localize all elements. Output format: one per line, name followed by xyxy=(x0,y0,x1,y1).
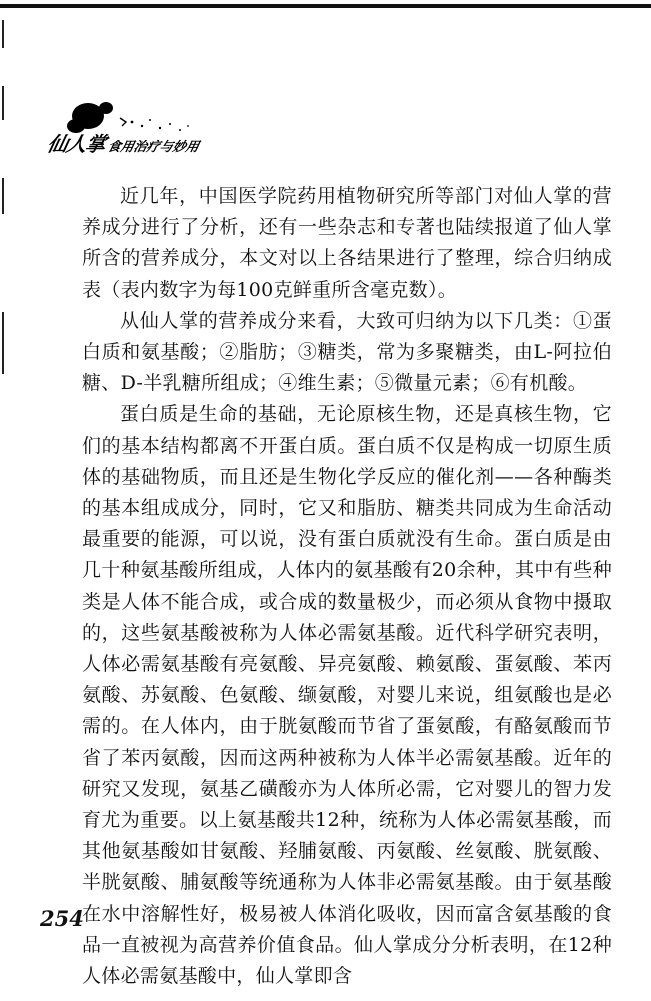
logo-subtitle: 食用治疗与妙用 xyxy=(105,140,201,155)
body-text xyxy=(82,181,612,992)
scan-edge-mark xyxy=(2,86,4,120)
paragraph: 蛋白质是生命的基础，无论原核生物，还是真核生物，它们的基本结构都离不开蛋白质。蛋白质不仅是构成一切原生质体的基础物质，而且还是生物化学反应的催化剂——各种酶类的基本组成成分，同时，它又和脂肪、糖类共同成为生命活动最重要的能源，可以说，没有蛋白质就没有生命。蛋白质是由几十种氨基酸所组成，人体内的氨基酸有20余种，其中有些种类是人体不能合成，或合成的数量极少，而必须从食物中摄取的，这些氨基酸被称为人体必需氨基酸。近代科学研究表明，人体必需氨基酸有亮氨酸、异亮氨酸、赖氨酸、蛋氨酸、苯丙氨酸、苏氨酸、色氨酸、缬氨酸，对婴儿来说，组氨酸也是必需的。在人体内，由于胱氨酸而节省了蛋氨酸，有酪氨酸而节省了苯丙氨酸，因而这两种被称为人体半必需氨基酸。近年的研究又发现，氨基乙磺酸亦为人体所必需，它对婴儿的智力发育尤为重要。以上氨基酸共12种，统称为人体必需氨基酸，而其他氨基酸如甘氨酸、羟脯氨酸、丙氨酸、丝氨酸、胱氨酸、半胱氨酸、脯氨酸等统通称为人体非必需氨基酸。由于氨基酸在水中溶解性好，极易被人体消化吸收，因而富含氨基酸的食品一直被视为高营养价值食品。仙人掌成分分析表明，在12种人体必需氨基酸中，仙人掌即含 xyxy=(82,403,612,988)
scan-edge-mark xyxy=(2,178,4,214)
paragraph: 从仙人掌的营养成分来看，大致可归纳为以下几类：①蛋白质和氨基酸；②脂肪；③糖类，常为多聚糖类，由L-阿拉伯糖、D-半乳糖所组成；④维生素；⑤微量元素；⑥有机酸。 xyxy=(82,309,612,395)
book-logo xyxy=(46,100,216,162)
page-number: 254 xyxy=(40,906,84,931)
top-border-rule xyxy=(0,4,651,8)
paragraph: 近几年，中国医学院药用植物研究所等部门对仙人掌的营养成分进行了分析，还有一些杂志和专著也陆续报道了仙人掌所含的营养成分，本文对以上各结果进行了整理，综合归纳成表（表内数字为每100克鲜重所含毫克数）。 xyxy=(82,185,612,301)
logo-title: 仙人掌 xyxy=(45,132,108,156)
scan-edge-mark xyxy=(2,20,4,48)
scan-edge-mark xyxy=(2,312,4,374)
